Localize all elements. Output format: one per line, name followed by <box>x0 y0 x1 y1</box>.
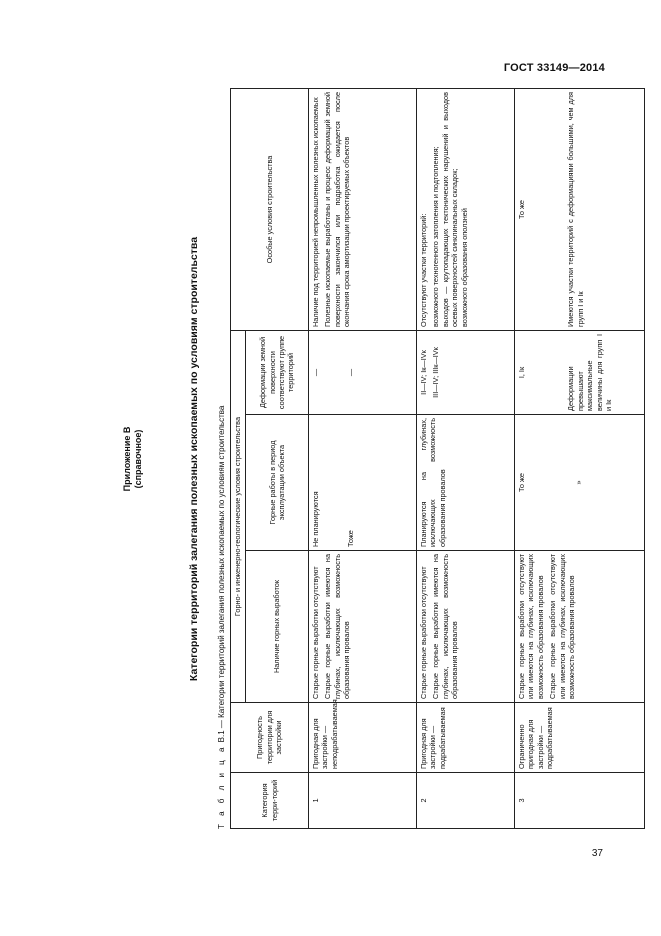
mining-text: » <box>574 480 584 485</box>
special-text: Имеются участки территорий с деформациями большими, чем для групп I и Iк <box>566 92 585 327</box>
header-special-conditions: Особые условия строительства <box>231 89 309 331</box>
special-text: Отсутствуют участки территорий: <box>419 213 428 327</box>
header-category: Категория терри-торий <box>231 773 309 829</box>
workings-text: Старые горные выработки отсутствуют или имеются на глубинах, исключающих возможность образования провалов <box>548 554 577 699</box>
workings-text: Старые горные выработки отсутствуют <box>419 566 428 699</box>
header-deformation: Деформации земной поверхности соответствуют группе территорий <box>246 331 309 415</box>
cell-workings <box>515 551 645 703</box>
cell-suitability: Пригодная для застройки — подрабатываемая <box>417 703 515 773</box>
workings-text: Старые горные выработки отсутствуют <box>311 566 320 699</box>
cell-category: 1 <box>309 773 417 829</box>
cell-deformation <box>515 331 645 415</box>
cell-mining <box>515 415 645 551</box>
mining-text: Тоже <box>346 530 356 547</box>
main-title: Категории территорий залегания полезных ископаемых по условиям строительства <box>188 236 200 682</box>
workings-text: Старые горные выработки имеются на глубинах, исключающих возможность образования провалов <box>431 554 460 699</box>
cell-special <box>417 89 515 331</box>
special-text: Полезные ископаемые выработаны и процесс деформаций земной поверхности закончился или подработка ожидается после окончания срока амортизации проектируемых объектов <box>323 92 352 327</box>
cell-suitability: Ограниченно пригодная для застройки — подрабатываемая <box>515 703 645 773</box>
page-number: 37 <box>591 848 603 859</box>
deformation-text: I, Iк <box>517 366 526 379</box>
table-row <box>515 89 645 829</box>
special-text: выходов — крутопадающих тектонических нарушений и выходов осевых поверхностей синклинальных складок; <box>440 92 460 327</box>
caption-label: Т а б л и ц а <box>217 744 226 829</box>
deformation-text: — <box>311 368 320 377</box>
cell-deformation <box>309 331 417 415</box>
rotated-page-content <box>122 89 614 829</box>
cell-deformation <box>417 331 515 415</box>
header-workings: Наличие горных выработок <box>246 551 309 703</box>
cell-special <box>515 89 645 331</box>
table-row <box>417 89 515 829</box>
cell-mining <box>309 415 417 551</box>
cell-mining <box>417 415 515 551</box>
special-text: возможного образования оползней <box>459 208 469 327</box>
header-mining: Горные работы в период эксплуатации объекта <box>246 415 309 551</box>
workings-text: Старые горные выработки имеются на глубинах, исключающих возможность образования провалов <box>323 554 352 699</box>
cell-workings <box>417 551 515 703</box>
cell-workings <box>309 551 417 703</box>
deformation-text: II—IV; Iк—IVк <box>419 350 428 395</box>
deformation-text: III—IV; IIIк—IVк <box>431 347 441 398</box>
special-text: То же <box>517 200 526 219</box>
header-suitability: Пригодность территории для застройки <box>231 703 309 773</box>
cell-special <box>309 89 417 331</box>
appendix-subtitle: (справочное) <box>133 429 143 489</box>
cell-suitability: Пригодная для застройки — неподрабатываемая <box>309 703 417 773</box>
table-caption <box>217 89 227 829</box>
mining-text: То же <box>517 473 526 492</box>
cell-category: 2 <box>417 773 515 829</box>
caption-text: В.1 — Категории территорий залегания полезных ископаемых по условиям строительства <box>217 405 226 743</box>
deformation-text: Деформации превышают максимальные величины для групп I и Iк <box>566 334 614 411</box>
header-conditions-group: Горно- и инженерно-геологические условия строительства <box>231 331 246 703</box>
special-text: возможного техногенного затопления и подтопления; <box>431 146 441 327</box>
table-row <box>309 89 417 829</box>
deformation-text: — <box>346 368 356 377</box>
mining-text: Не планируются <box>311 491 320 547</box>
appendix-title: Приложение В <box>122 426 132 492</box>
categories-table <box>230 88 645 829</box>
workings-text: Старые горные выработки отсутствуют или имеются на глубинах, исключающих возможность образования провалов <box>517 554 545 699</box>
mining-text: Планируются на глубинах, исключающих возможность образования провалов <box>419 418 447 547</box>
standard-number: ГОСТ 33149—2014 <box>503 62 605 74</box>
cell-category: 3 <box>515 773 645 829</box>
special-text: Наличие под территорией непромышленных полезных ископаемых <box>311 97 320 327</box>
